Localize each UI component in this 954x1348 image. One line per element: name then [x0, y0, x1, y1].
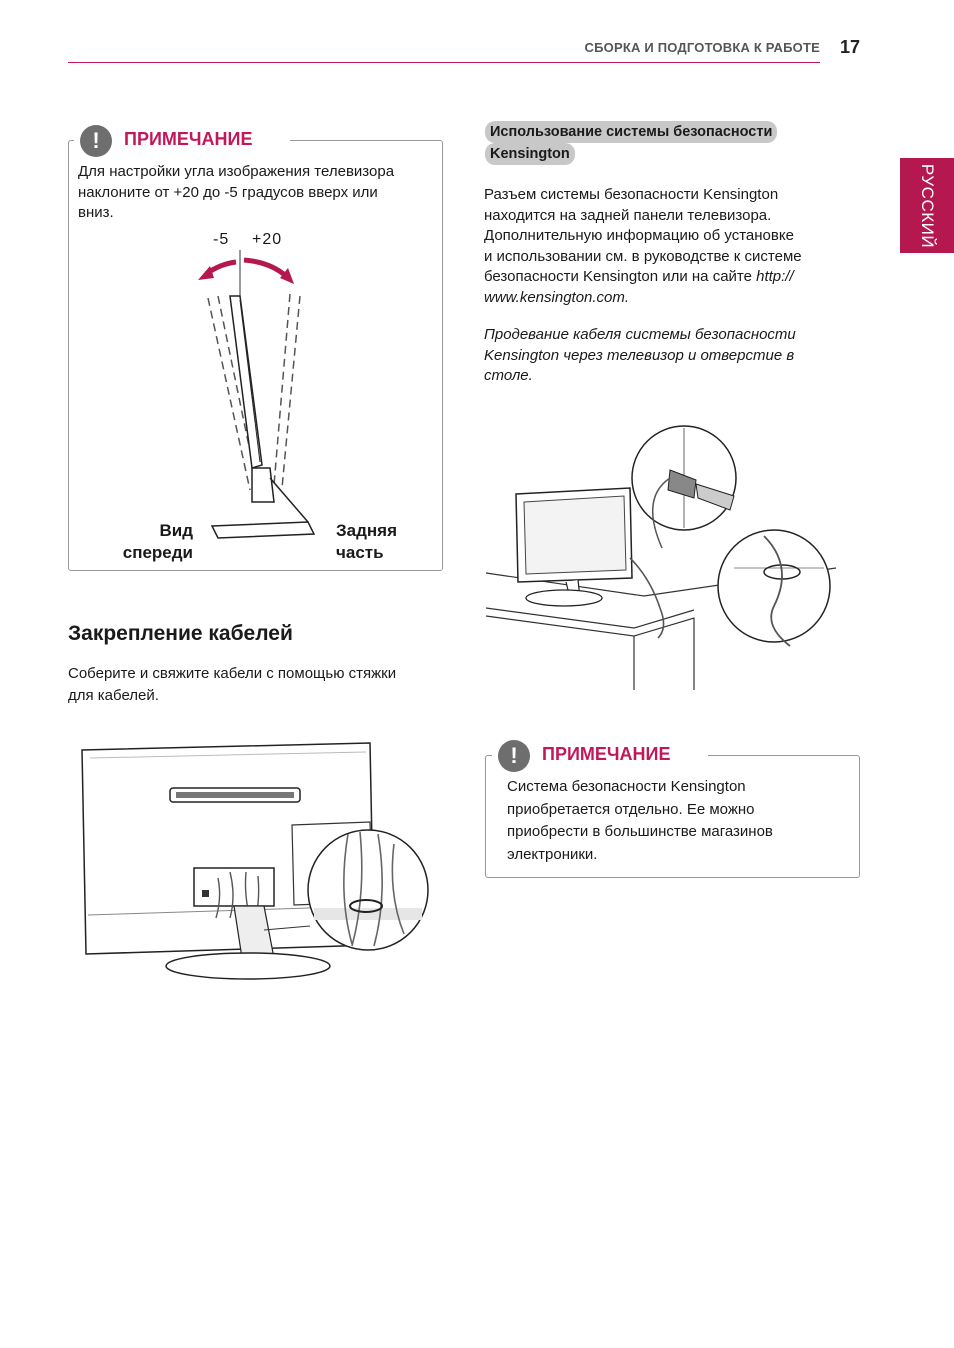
exclamation-icon: ! [498, 740, 530, 772]
text-line: наклоните от +20 до -5 градусов вверх или [78, 183, 378, 201]
kensington-url-part1: http:// [756, 268, 794, 285]
text-line: Продевание кабеля системы безопасности [484, 326, 796, 343]
text-line: и использовании см. в руководстве к системе [484, 247, 802, 265]
header-section-title: СБОРКА И ПОДГОТОВКА К РАБОТЕ [584, 40, 820, 55]
text-span: безопасности Kensington или на сайте [484, 268, 757, 285]
cables-text [68, 663, 448, 707]
text-line: Дополнительную информацию об установке [484, 227, 794, 244]
text-line: Kensington через телевизор и отверстие в [484, 346, 795, 364]
cables-heading: Закрепление кабелей [68, 622, 293, 645]
tilt-plus-label: +20 [252, 231, 283, 248]
kensington-lock-illustration [484, 418, 844, 693]
label-line: Вид [159, 521, 193, 540]
language-tab [900, 158, 954, 253]
language-tab-label: РУССКИЙ [918, 163, 937, 248]
text-line: Для настройки угла изображения телевизора [78, 163, 395, 180]
tilt-minus-label: -5 [213, 231, 230, 248]
note-heading-kensington [492, 739, 708, 773]
text-line: Соберите и свяжите кабели с помощью стяжки [68, 665, 397, 682]
label-line: спереди [122, 543, 193, 562]
tilt-illustration [190, 250, 320, 550]
front-view-label [100, 520, 193, 564]
text-line [484, 267, 844, 288]
note-text-tilt [78, 162, 438, 224]
kensington-para1 [484, 185, 844, 308]
text-line: Разъем системы безопасности Kensington [484, 186, 779, 203]
text-line: столе. [484, 367, 533, 384]
text-line: приобрести в большинстве магазинов [507, 823, 773, 840]
label-line: часть [336, 543, 384, 562]
cable-management-illustration [78, 740, 438, 985]
note-title-tilt: ПРИМЕЧАНИЕ [124, 129, 253, 149]
note-title-kensington: ПРИМЕЧАНИЕ [542, 744, 671, 764]
heading-line: Kensington [485, 143, 575, 165]
kensington-para2 [484, 325, 844, 387]
back-view-label [336, 520, 436, 564]
heading-line: Использование системы безопасности [485, 121, 777, 143]
note-heading-tilt [74, 124, 290, 158]
text-line: для кабелей. [68, 687, 159, 704]
text-line: приобретается отдельно. Ее можно [507, 800, 755, 818]
header-rule [68, 62, 820, 63]
exclamation-icon: ! [80, 125, 112, 157]
text-line: Система безопасности Kensington [507, 778, 746, 795]
kensington-url-part2: www.kensington.com. [484, 288, 630, 306]
text-line: находится на задней панели телевизора. [484, 206, 772, 224]
kensington-heading [485, 121, 825, 165]
note-text-kensington [507, 776, 852, 866]
text-line: вниз. [78, 204, 114, 221]
label-line: Задняя [336, 521, 398, 540]
page-number: 17 [840, 37, 861, 57]
text-line: электроники. [507, 845, 598, 863]
